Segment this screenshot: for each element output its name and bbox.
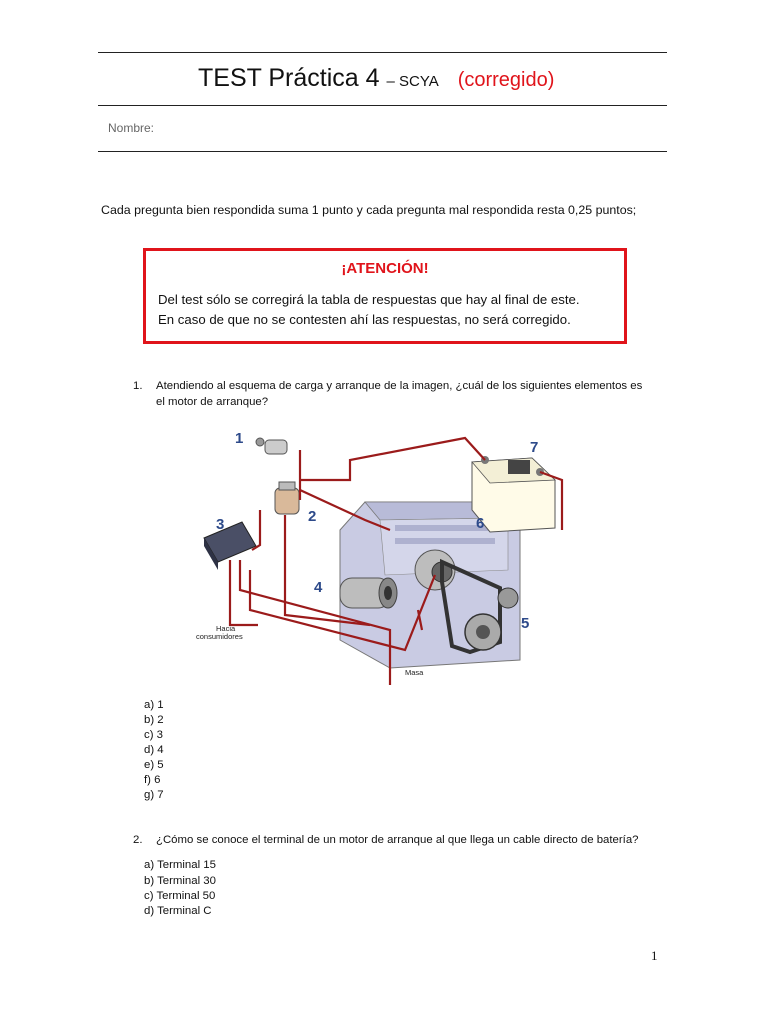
page-title	[198, 64, 554, 93]
title-subtitle: – SCYA	[386, 73, 439, 90]
diagram-label-5: 5	[521, 615, 530, 632]
q1-option-f: f) 6	[144, 774, 161, 786]
title-main: TEST Práctica 4	[198, 64, 380, 92]
diagram-caption-consumers-2: consumidores	[196, 632, 243, 641]
q1-option-b: b) 2	[144, 714, 164, 726]
name-label: Nombre:	[108, 121, 155, 135]
q2-option-c: c) Terminal 50	[144, 890, 216, 902]
page-number: 1	[651, 948, 658, 963]
diagram-caption-consumers-1: Hacia	[216, 624, 236, 633]
diagram-label-2: 2	[308, 508, 317, 525]
diagram-caption-ground: Masa	[405, 668, 424, 677]
attention-line-1: Del test sólo se corregirá la tabla de respuestas que hay al final de este.	[158, 292, 580, 307]
q1-option-g: g) 7	[144, 789, 164, 801]
attention-box	[143, 248, 627, 344]
q1-option-d: d) 4	[144, 744, 164, 756]
q1-option-a: a) 1	[144, 699, 164, 711]
scoring-instructions: Cada pregunta bien respondida suma 1 punto y cada pregunta mal respondida resta 0,25 puntos;	[101, 203, 637, 217]
question-2-text: ¿Cómo se conoce el terminal de un motor de arranque al que llega un cable directo de batería?	[156, 834, 639, 846]
corrected-tag: (corregido)	[457, 69, 555, 91]
battery	[472, 456, 555, 532]
question-1-text-line-1: Atendiendo al esquema de carga y arranque de la imagen, ¿cuál de los siguientes elementos es	[156, 380, 643, 392]
q2-option-b: b) Terminal 30	[144, 875, 216, 887]
top-rule	[98, 52, 667, 53]
ignition-switch	[256, 438, 287, 454]
q2-option-d: d) Terminal C	[144, 905, 212, 917]
relay-component	[275, 482, 299, 514]
question-2-number: 2.	[133, 834, 143, 846]
diagram-label-1: 1	[235, 430, 244, 447]
attention-title: ¡ATENCIÓN!	[341, 260, 429, 277]
name-rule	[98, 151, 667, 152]
q1-option-c: c) 3	[144, 729, 163, 741]
starter-motor	[340, 578, 397, 608]
question-1-number: 1.	[133, 380, 143, 392]
q2-option-a: a) Terminal 15	[144, 859, 216, 871]
q1-option-e: e) 5	[144, 759, 164, 771]
diagram-label-7: 7	[530, 439, 539, 456]
attention-line-2: En caso de que no se contesten ahí las respuestas, no será corregido.	[158, 312, 571, 327]
charging-starting-diagram	[190, 420, 590, 690]
diagram-label-4: 4	[314, 579, 323, 596]
question-1-text-line-2: el motor de arranque?	[156, 396, 269, 408]
diagram-label-3: 3	[216, 516, 225, 533]
alternator	[415, 550, 455, 590]
diagram-label-6: 6	[476, 515, 485, 532]
title-rule	[98, 105, 667, 106]
